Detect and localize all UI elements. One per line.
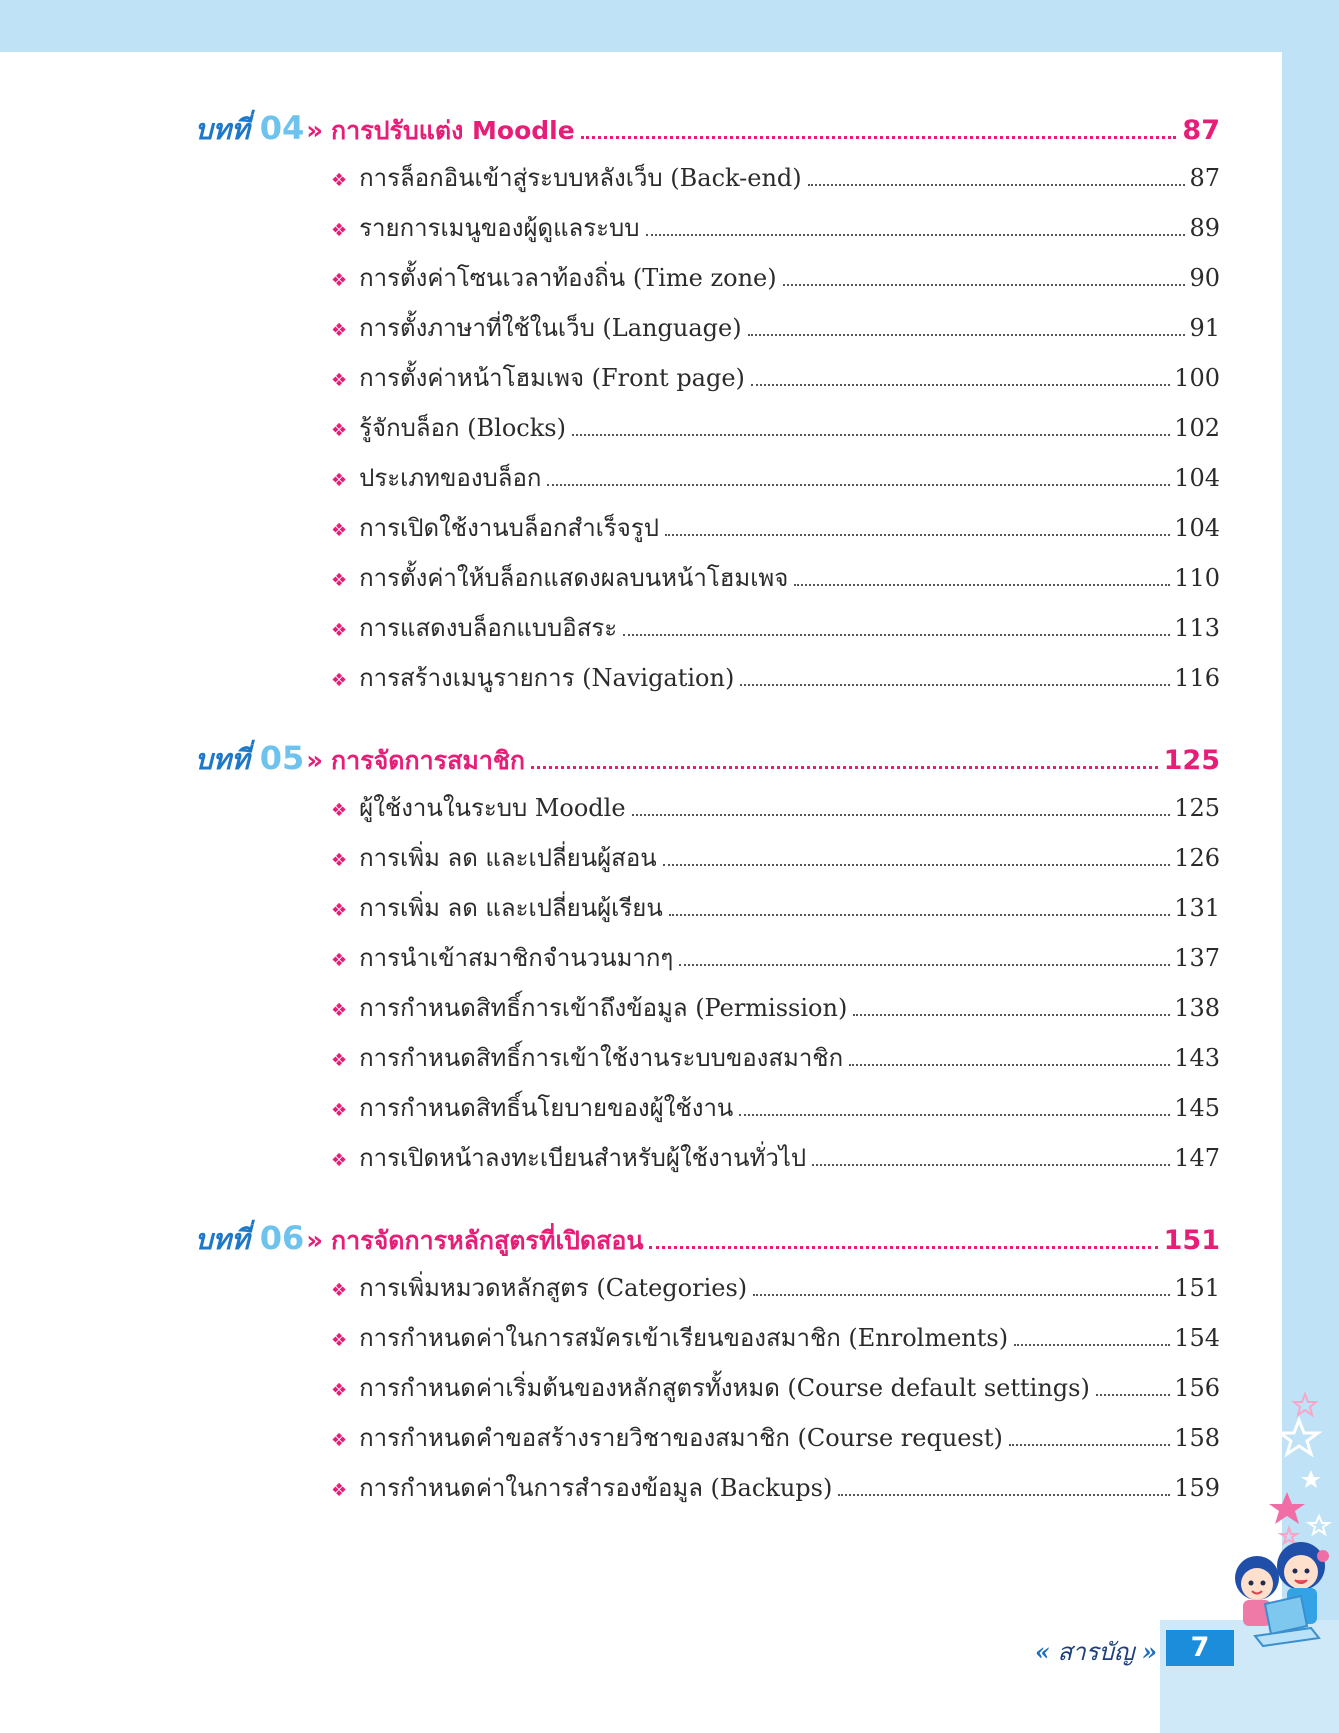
entry-page: 125 [1174,794,1220,822]
toc-entry[interactable] [331,408,1220,458]
entry-text: การกำหนดค่าเริ่มต้นของหลักสูตรทั้งหมด (Course default settings) [359,1374,1090,1402]
dot-leader [1009,1444,1170,1446]
dot-leader [740,684,1170,686]
entry-page: 89 [1189,214,1220,242]
entry-text: การเพิ่ม ลด และเปลี่ยนผู้เรียน [359,894,663,922]
pink-diamond-bullet-icon: ❖ [331,570,348,591]
toc-entry[interactable] [331,658,1220,708]
toc-entry[interactable] [331,558,1220,608]
toc-entry[interactable] [331,1368,1220,1418]
entry-page: 90 [1189,264,1220,292]
toc-entry[interactable] [331,1318,1220,1368]
dot-leader [547,484,1170,486]
dot-leader [853,1014,1170,1016]
dot-leader [665,534,1170,536]
chapter-label: บทที่ [195,1223,250,1256]
toc-entry[interactable] [331,938,1220,988]
toc-entry[interactable] [331,358,1220,408]
dot-leader [849,1064,1170,1066]
pink-diamond-bullet-icon: ❖ [331,320,348,341]
pink-diamond-bullet-icon: ❖ [331,900,348,921]
toc-entry[interactable] [331,1038,1220,1088]
toc-entry[interactable] [331,1088,1220,1138]
chapter-arrow-icon: » [306,746,324,776]
chapter-heading[interactable] [195,738,1220,788]
chapter-arrow-icon: » [306,1226,324,1256]
chapter-05 [195,738,1220,1188]
entry-text: การเปิดใช้งานบล็อกสำเร็จรูป [359,514,659,542]
pink-diamond-bullet-icon: ❖ [331,220,348,241]
pink-diamond-bullet-icon: ❖ [331,470,348,491]
dot-leader [1014,1344,1170,1346]
entry-page: 100 [1174,364,1220,392]
pink-diamond-bullet-icon: ❖ [331,270,348,291]
chapter-label: บทที่ [195,113,250,146]
entry-text: การเพิ่ม ลด และเปลี่ยนผู้สอน [359,844,657,872]
entry-text: การตั้งภาษาที่ใช้ในเว็บ (Language) [359,314,742,342]
entry-page: 158 [1174,1424,1220,1452]
chapter-number: 05 [259,739,305,777]
chapter-number: 04 [259,109,305,147]
dot-leader [783,284,1186,286]
star-icon [1309,1516,1329,1534]
pink-diamond-bullet-icon: ❖ [331,1430,348,1451]
entry-text: รู้จักบล็อก (Blocks) [359,414,566,442]
dot-leader [753,1294,1170,1296]
entry-text: ประเภทของบล็อก [359,464,542,492]
chapter-title: การจัดการสมาชิก [331,746,525,775]
footer-label-text: สารบัญ [1057,1638,1135,1666]
pink-diamond-bullet-icon: ❖ [331,520,348,541]
entry-text: การกำหนดสิทธิ์การเข้าถึงข้อมูล (Permission) [359,994,848,1022]
pink-diamond-bullet-icon: ❖ [331,1280,348,1301]
entry-page: 145 [1174,1094,1220,1122]
dot-leader [808,184,1186,186]
dot-leader [572,434,1170,436]
entry-text: การล็อกอินเข้าสู่ระบบหลังเว็บ (Back-end) [359,164,802,192]
star-icon [1281,1528,1297,1543]
toc-entry[interactable] [331,788,1220,838]
chapter-heading[interactable] [195,1218,1220,1268]
pink-diamond-bullet-icon: ❖ [331,1480,348,1501]
cartoon-kids-laptop-illustration [1215,1390,1339,1670]
entry-text: การเพิ่มหมวดหลักสูตร (Categories) [359,1274,748,1302]
toc-entry[interactable] [331,508,1220,558]
star-icon [1280,1420,1318,1454]
pink-diamond-bullet-icon: ❖ [331,1050,348,1071]
chapter-page: 125 [1163,745,1220,776]
footer-section-label [1035,1632,1157,1671]
chapter-entries [331,158,1220,708]
pink-diamond-bullet-icon: ❖ [331,1380,348,1401]
entry-page: 126 [1174,844,1220,872]
entry-page: 91 [1189,314,1220,342]
toc-entry[interactable] [331,988,1220,1038]
entry-page: 113 [1174,614,1220,642]
entry-page: 151 [1174,1274,1220,1302]
entry-page: 131 [1174,894,1220,922]
chapter-page: 87 [1182,115,1220,146]
dot-leader [1096,1394,1170,1396]
entry-text: การสร้างเมนูรายการ (Navigation) [359,664,735,692]
entry-page: 102 [1174,414,1220,442]
toc-entry[interactable] [331,308,1220,358]
toc-entry[interactable] [331,1418,1220,1468]
entry-text: การเปิดหน้าลงทะเบียนสำหรับผู้ใช้งานทั่วไป [359,1144,807,1172]
chapter-entries [331,788,1220,1188]
chapter-page: 151 [1163,1225,1220,1256]
pink-diamond-bullet-icon: ❖ [331,670,348,691]
entry-text: การตั้งค่าให้บล็อกแสดงผลบนหน้าโฮมเพจ [359,564,789,592]
entry-page: 159 [1174,1474,1220,1502]
chapter-entries [331,1268,1220,1518]
entry-page: 110 [1174,564,1220,592]
entry-page: 147 [1174,1144,1220,1172]
toc-entry[interactable] [331,458,1220,508]
dot-leader [663,864,1171,866]
pink-diamond-bullet-icon: ❖ [331,1100,348,1121]
entry-page: 104 [1174,514,1220,542]
chapter-06 [195,1218,1220,1518]
dot-leader [669,914,1170,916]
pink-diamond-bullet-icon: ❖ [331,1000,348,1021]
dot-leader [646,234,1186,236]
dot-leader [649,1246,1157,1249]
pink-diamond-bullet-icon: ❖ [331,850,348,871]
entry-text: การตั้งค่าหน้าโฮมเพจ (Front page) [359,364,745,392]
toc-entry[interactable] [331,1468,1220,1518]
entry-text: การกำหนดสิทธิ์นโยบายของผู้ใช้งาน [359,1094,734,1122]
entry-text: ผู้ใช้งานในระบบ Moodle [359,794,626,822]
toc-entry[interactable] [331,1138,1220,1188]
chapter-heading[interactable] [195,108,1220,158]
entry-page: 137 [1174,944,1220,972]
toc-entry[interactable] [331,608,1220,658]
toc-entry[interactable] [331,838,1220,888]
entry-page: 116 [1174,664,1220,692]
pink-diamond-bullet-icon: ❖ [331,170,348,191]
dot-leader [751,384,1170,386]
entry-text: การกำหนดคำขอสร้างรายวิชาของสมาชิก (Course request) [359,1424,1003,1452]
entry-text: การตั้งค่าโซนเวลาท้องถิ่น (Time zone) [359,264,777,292]
dot-leader [794,584,1170,586]
dot-leader [531,766,1158,769]
pink-diamond-bullet-icon: ❖ [331,1150,348,1171]
dot-leader [623,634,1170,636]
pink-diamond-bullet-icon: ❖ [331,370,348,391]
chapter-label: บทที่ [195,743,250,776]
entry-page: 156 [1174,1374,1220,1402]
star-icon [1294,1394,1316,1415]
chapter-number: 06 [259,1219,305,1257]
chapter-arrow-icon: » [306,116,324,146]
pink-diamond-bullet-icon: ❖ [331,1330,348,1351]
pink-diamond-bullet-icon: ❖ [331,800,348,821]
dot-leader [739,1114,1170,1116]
top-border-band [0,0,1339,52]
entry-page: 143 [1174,1044,1220,1072]
chapter-title: การจัดการหลักสูตรที่เปิดสอน [331,1226,644,1255]
dot-leader [679,964,1170,966]
entry-page: 138 [1174,994,1220,1022]
dot-leader [812,1164,1170,1166]
entry-text: การกำหนดค่าในการสำรองข้อมูล (Backups) [359,1474,833,1502]
left-quote-icon: « [1035,1637,1050,1666]
pink-diamond-bullet-icon: ❖ [331,620,348,641]
toc-entry[interactable] [331,258,1220,308]
entry-page: 87 [1189,164,1220,192]
dot-leader [748,334,1186,336]
page-number-badge: 7 [1166,1630,1234,1666]
chapter-title: การปรับแต่ง Moodle [331,116,575,145]
toc-entry[interactable] [331,158,1220,208]
entry-text: การกำหนดสิทธิ์การเข้าใช้งานระบบของสมาชิก [359,1044,844,1072]
toc-entry[interactable] [331,208,1220,258]
pink-diamond-bullet-icon: ❖ [331,420,348,441]
dot-leader [581,136,1177,139]
pink-diamond-bullet-icon: ❖ [331,950,348,971]
star-icon [1269,1492,1305,1524]
toc-entry[interactable] [331,888,1220,938]
entry-page: 104 [1174,464,1220,492]
dot-leader [632,814,1171,816]
entry-text: รายการเมนูของผู้ดูแลระบบ [359,214,640,242]
star-icon [1301,1470,1321,1488]
right-quote-icon: » [1141,1637,1157,1666]
entry-text: การแสดงบล็อกแบบอิสระ [359,614,618,642]
entry-text: การกำหนดค่าในการสมัครเข้าเรียนของสมาชิก (Enrolments) [359,1324,1009,1352]
dot-leader [838,1494,1170,1496]
chapter-04 [195,108,1220,708]
entry-page: 154 [1174,1324,1220,1352]
table-of-contents [195,108,1220,1548]
toc-entry[interactable] [331,1268,1220,1318]
entry-text: การนำเข้าสมาชิกจำนวนมากๆ [359,944,674,972]
